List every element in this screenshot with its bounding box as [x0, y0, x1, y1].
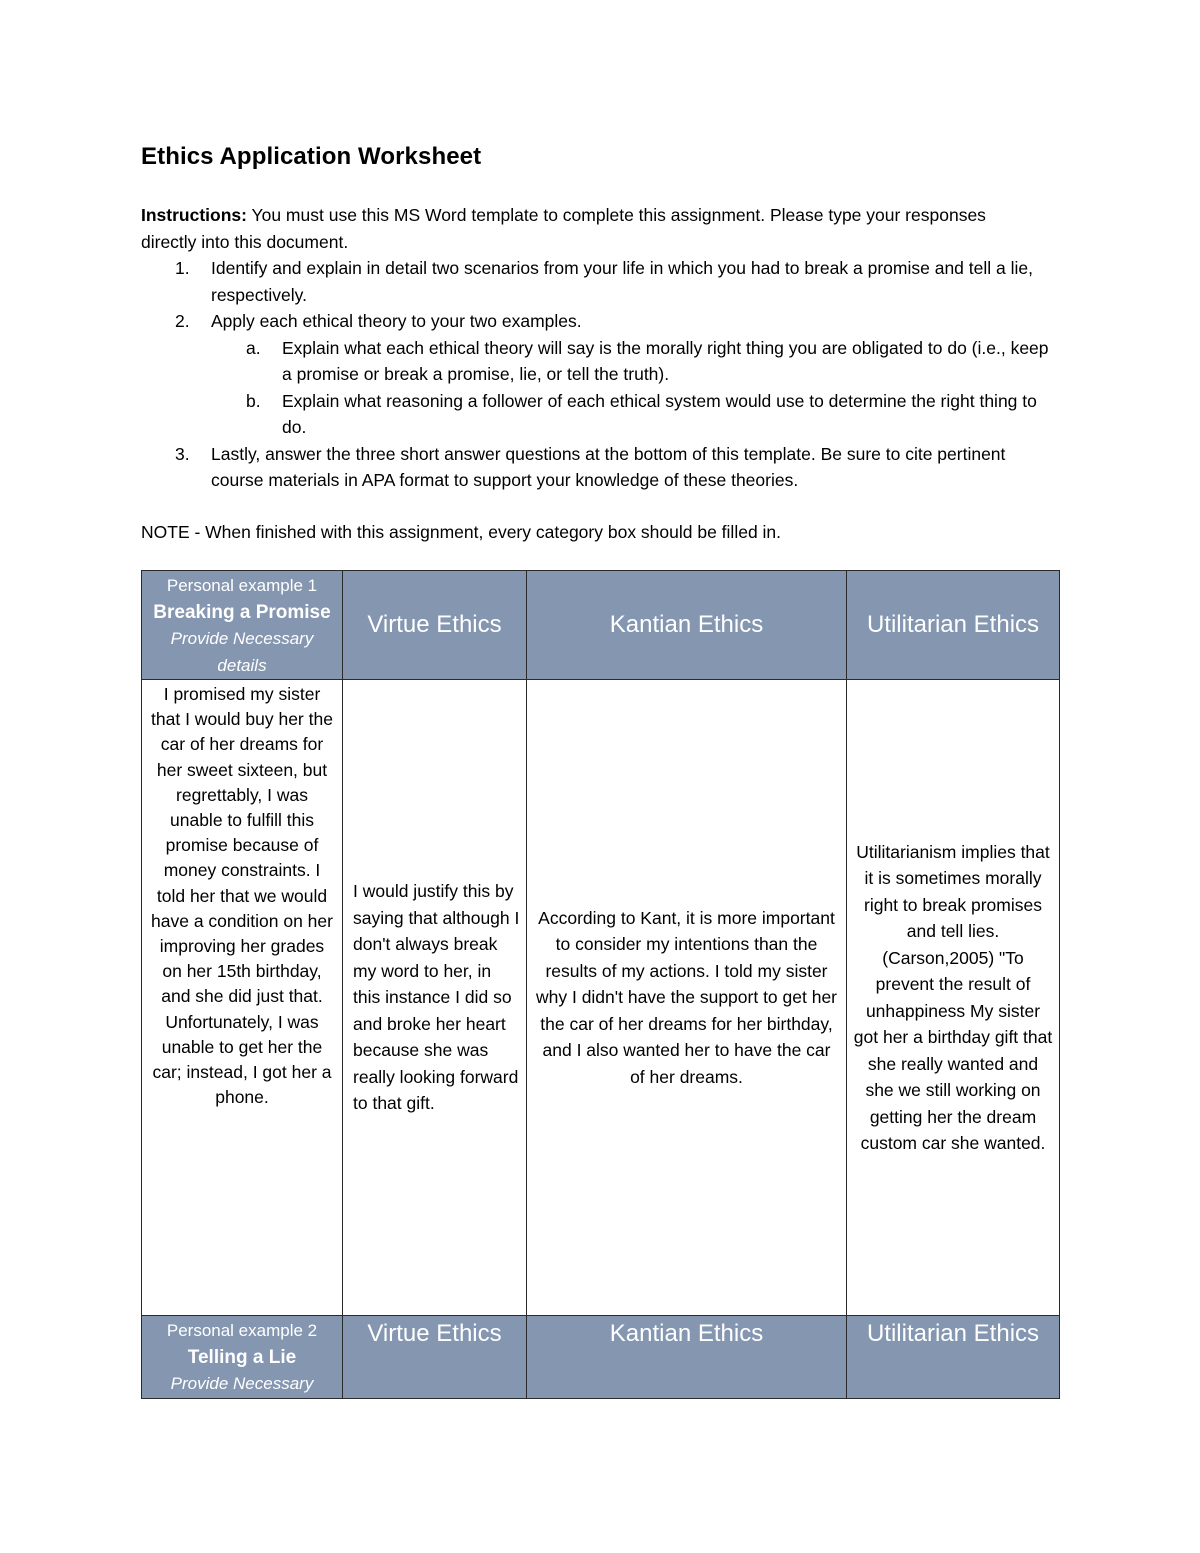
example-label: Personal example 2	[166, 1321, 318, 1340]
list-subitem	[141, 388, 1061, 441]
example-topic: Telling a Lie	[187, 1346, 297, 1368]
header-utilitarian-ethics: Utilitarian Ethics	[847, 1316, 1060, 1399]
list-text: Explain what each ethical theory will say is the morally right thing you are obligated to do (i.e., keep a promise or break a promise, lie, or tell the truth).	[282, 337, 1049, 384]
header-kantian-ethics: Kantian Ethics	[527, 1316, 847, 1399]
instruction-list	[141, 255, 1061, 494]
ethics-table	[141, 570, 1060, 1399]
list-number: 2.	[175, 311, 190, 331]
cell-kantian-response[interactable]: According to Kant, it is more important to consider my intentions than the results of my actions. I told my sister why I didn't have the support to get her the car of her dreams for her birthday, and I also wanted her to have the car of her dreams.	[527, 680, 847, 1316]
header-virtue-ethics: Virtue Ethics	[343, 1316, 527, 1399]
table-header-row	[142, 1316, 1060, 1399]
example-topic: Breaking a Promise	[153, 601, 331, 623]
cell-example-1-details[interactable]: I promised my sister that I would buy her the car of her dreams for her sweet sixteen, but regrettably, I was unable to fulfill this promise because of money constraints. I told her that we would have a condition on her improving her grades on her 15th birthday, and she did just that. Unfortunately, I was unable to get her the car; instead, I got her a phone.	[142, 680, 343, 1316]
header-cell-example-2	[142, 1316, 343, 1399]
list-letter: a.	[246, 337, 261, 358]
instructions-paragraph	[141, 202, 1041, 255]
table-row	[142, 680, 1060, 1316]
instructions-label: Instructions:	[141, 205, 247, 225]
list-item	[141, 308, 1061, 335]
instructions-text: You must use this MS Word template to complete this assignment. Please type your responses directly into this document.	[141, 205, 986, 252]
list-text: Apply each ethical theory to your two examples.	[211, 311, 582, 331]
list-text: Lastly, answer the three short answer questions at the bottom of this template. Be sure to cite pertinent course materials in APA format to support your knowledge of these theories.	[211, 443, 1006, 490]
list-text: Explain what reasoning a follower of each ethical system would use to determine the right thing to do.	[282, 390, 1037, 437]
header-cell-example-1	[142, 571, 343, 680]
list-item	[141, 255, 1061, 308]
example-hint: Provide Necessary	[170, 1374, 314, 1393]
example-hint: Provide Necessary details	[170, 629, 314, 675]
header-utilitarian-ethics: Utilitarian Ethics	[847, 571, 1060, 680]
list-letter: b.	[246, 390, 261, 411]
cell-utilitarian-response[interactable]: Utilitarianism implies that it is sometimes morally right to break promises and tell lies. (Carson,2005) "To prevent the result of unhappiness My sister got her a birthday gift that she really wanted and she we still working on getting her the dream custom car she wanted.	[847, 680, 1060, 1316]
cell-virtue-response[interactable]: I would justify this by saying that although I don't always break my word to her, in this instance I did so and broke her heart because she was really looking forward to that gift.	[343, 680, 527, 1316]
header-kantian-ethics: Kantian Ethics	[527, 571, 847, 680]
list-number: 3.	[175, 443, 190, 464]
note-text: NOTE - When finished with this assignment, every category box should be filled in.	[141, 522, 782, 542]
table-header-row	[142, 571, 1060, 680]
header-virtue-ethics: Virtue Ethics	[343, 571, 527, 680]
example-label: Personal example 1	[166, 576, 318, 595]
list-item	[141, 441, 1061, 494]
list-number: 1.	[175, 258, 190, 278]
list-subitem	[141, 335, 1061, 388]
list-text: Identify and explain in detail two scenarios from your life in which you had to break a promise and tell a lie, respectively.	[211, 258, 1033, 305]
document-title: Ethics Application Worksheet	[141, 143, 482, 170]
